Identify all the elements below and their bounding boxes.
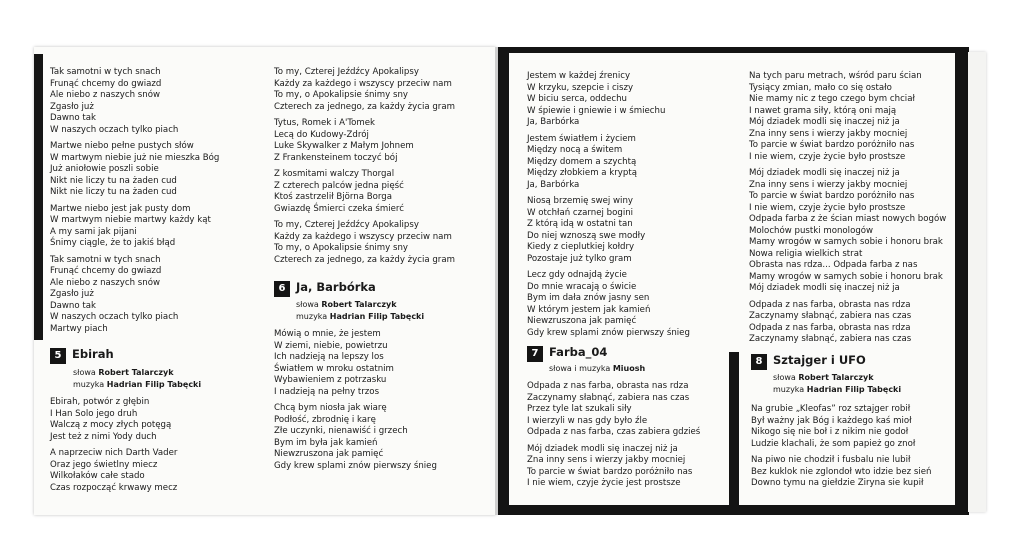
lyric-line: Mój dziadek modli się inaczej niż ja — [749, 168, 900, 178]
song6-lyrics — [274, 329, 437, 477]
lyric-line: To my, Czterej Jeźdźcy Apokalipsy — [274, 220, 419, 230]
lyric-line: Zna inny sens i wierzy jakby mocniej — [749, 179, 908, 190]
lyric-line: Frunąć chcemy do gwiazd — [50, 266, 162, 276]
song-title: Farba_04 — [549, 345, 608, 359]
lyric-line: Zna inny sens i wierzy jakby mocniej — [749, 128, 908, 139]
stanza — [274, 169, 455, 215]
song-credit-lyrics — [296, 300, 397, 309]
lyric-line: Nikt nie liczy tu na żaden cud — [50, 187, 177, 197]
lyric-line: Ebirah, potwór z głębin — [50, 397, 150, 407]
right-col2-lyrics — [749, 71, 946, 351]
lyric-line: Czterech za jednego, za każdy życia gram — [274, 254, 455, 265]
credit-label: słowa — [773, 373, 796, 382]
lyric-line: I nie wiem, czyje życie było prostsze — [749, 202, 906, 213]
stanza — [751, 404, 931, 450]
credit-label: słowa — [73, 368, 96, 377]
lyric-line: Luke Skywalker z Małym Johnem — [274, 141, 414, 151]
lyric-line: Gwiazdę Śmierci czeka śmierć — [274, 203, 404, 214]
lyric-line: W śpiewie i gniewie i w śmiechu — [527, 105, 666, 116]
lyric-line: Martwy piach — [50, 323, 108, 334]
lyric-line: To my, o Apokalipsie śnimy sny — [274, 243, 408, 253]
song-credit-music — [773, 385, 901, 394]
stanza — [751, 455, 931, 490]
lyric-line: Zaczynamy słabnąć, zabiera nas czas — [749, 311, 912, 321]
lyric-line: Na grubie „Kleofas” roz sztajger robił — [751, 404, 911, 414]
lyric-line: Zaczynamy słabnąć, zabiera nas czas — [527, 392, 690, 403]
lyric-line: I Han Solo jego druh — [50, 408, 138, 419]
lyric-line: Zgasło już — [50, 289, 94, 299]
stanza — [749, 168, 946, 295]
song8-lyrics — [751, 404, 931, 495]
lyric-line: Między złobkiem a kryptą — [527, 168, 637, 178]
right-black-divider — [729, 352, 739, 512]
right-col1-lyrics — [527, 71, 690, 344]
lyric-line: Lecz gdy odnajdą życie — [527, 270, 627, 280]
stanza — [274, 220, 455, 266]
lyric-line: Oraz jego świetlny miecz — [50, 459, 158, 470]
lyric-line: Mówią o mnie, że jestem — [274, 329, 381, 339]
stanza — [50, 255, 219, 336]
lyric-line: Światłem w mroku ostatnim — [274, 363, 394, 374]
lyric-line: Lecą do Kudowy-Zdrój — [274, 129, 369, 140]
lyric-line: Nowa religia wielkich strat — [749, 248, 863, 259]
lyric-line: Odpada z nas farba, obrasta nas rdza — [749, 322, 911, 333]
lyric-line: W którym jestem jak kamień — [527, 304, 651, 315]
song-credit-music — [73, 380, 201, 389]
stanza — [527, 381, 700, 439]
lyric-line: Wilkołaków całe stado — [50, 471, 145, 481]
lyric-line: I wierzyli w nas gdy było źle — [527, 415, 648, 426]
stanza — [50, 67, 219, 136]
song-title: Sztajger i UFO — [773, 353, 866, 367]
lyric-line: Zna inny sens i wierzy jakby mocniej — [527, 455, 686, 465]
lyric-line: Jestem światłem i życiem — [527, 133, 636, 144]
left-col1-lyrics — [50, 67, 219, 340]
lyric-line: I nadzieją na pełny trzos — [274, 386, 380, 397]
lyric-line: Kiedy z cieplutkiej kołdry — [527, 242, 635, 252]
track-number-badge: 5 — [50, 348, 66, 364]
lyric-line: I nawet grama siły, którą oni mają — [749, 105, 897, 116]
stanza — [749, 300, 946, 346]
left-black-bar — [34, 54, 43, 340]
stanza — [274, 118, 455, 164]
lyric-line: Odpada farba z że ścian miast nowych bogów — [749, 214, 947, 224]
track-number-badge: 8 — [751, 354, 767, 370]
song-title: Ja, Barbórka — [296, 280, 376, 294]
lyric-line: Do mnie wracają o świcie — [527, 281, 637, 292]
lyric-line: Niewzruszona jak pamięć — [527, 316, 637, 326]
credit-name: Robert Talarczyk — [321, 300, 397, 309]
credit-label: słowa — [296, 300, 319, 309]
credit-name: Robert Talarczyk — [798, 373, 874, 382]
lyric-line: Tytus, Romek i A'Tomek — [274, 118, 376, 128]
lyric-line: Walczą z mocy złych potęgą — [50, 420, 172, 430]
lyric-line: Nie mamy nic z tego czego bym chciał — [749, 94, 915, 104]
credit-name: Hadrian Filip Tabęcki — [806, 385, 902, 394]
lyric-line: I nie wiem, czyje życie było prostsze — [749, 151, 906, 162]
lyric-line: Zgasło już — [50, 101, 94, 112]
lyric-line: W krzyku, szepcie i ciszy — [527, 82, 634, 93]
song-credit-music — [296, 312, 424, 321]
song-credit-lyrics — [73, 368, 174, 377]
stanza — [274, 329, 437, 398]
credit-label: muzyka — [296, 312, 328, 321]
lyric-line: Ja, Barbórka — [527, 179, 580, 190]
lyric-line: W martwym niebie martwy każdy kąt — [50, 215, 211, 225]
lyric-line: Niewzruszona jak pamięć — [274, 449, 384, 459]
lyric-line: Śnimy ciągle, że to jakiś błąd — [50, 238, 176, 248]
lyric-line: Odpada z nas farba, czas zabiera gdzieś — [527, 427, 701, 437]
lyric-line: Bez kuklok nie zglondoł wto idzie bez sień — [751, 466, 932, 477]
lyric-line: To parcie w świat bardzo poróżniło nas — [749, 191, 915, 201]
lyric-line: A naprzeciw nich Darth Vader — [50, 448, 178, 458]
lyric-line: Obrasta nas rdza... Odpada farba z nas — [749, 260, 918, 270]
credit-label: muzyka — [773, 385, 805, 394]
lyric-line: Tak samotni w tych snach — [50, 254, 161, 265]
lyric-line: Mój dziadek modli się inaczej niż ja — [527, 443, 678, 454]
lyric-line: Bym im dała znów jasny sen — [527, 293, 650, 303]
lyric-line: Wybawieniem z potrzasku — [274, 375, 387, 385]
lyric-line: Nikt nie liczy tu na żaden cud — [50, 175, 177, 186]
lyric-line: W otchłań czarnej bogini — [527, 207, 634, 218]
lyric-line: Ich nadzieją na lepszy los — [274, 352, 384, 362]
lyric-line: Odpada z nas farba, obrasta nas rdza — [749, 299, 911, 310]
lyric-line: Mój dziadek modli się inaczej niż ja — [749, 117, 900, 127]
lyric-line: Downo tymu na giełdzie Ziryna sie kupił — [751, 478, 924, 488]
lyric-line: To my, Czterej Jeźdźcy Apokalipsy — [274, 67, 419, 77]
lyric-line: Nikogo się nie boł i z nikim nie godoł — [751, 427, 909, 437]
stanza — [50, 204, 219, 250]
lyric-line: Każdy za każdego i wszyscy przeciw nam — [274, 231, 452, 242]
lyric-line: Bym im była jak kamień — [274, 437, 378, 448]
lyric-line: Ale niebo z naszych snów — [50, 90, 160, 100]
credit-name: Miuosh — [612, 364, 646, 373]
stanza — [527, 270, 690, 339]
credit-name: Hadrian Filip Tabęcki — [329, 312, 425, 321]
track-number-badge: 6 — [274, 281, 290, 297]
lyric-line: Ktoś zastrzelił Björna Borga — [274, 192, 393, 202]
lyric-line: To parcie w świat bardzo poróżniło nas — [527, 466, 693, 477]
lyric-line: W naszych oczach tylko piach — [50, 124, 179, 135]
lyric-line: Gdy krew splami znów pierwszy śnieg — [527, 327, 690, 338]
lyric-line: Ale niebo z naszych snów — [50, 277, 160, 288]
lyric-line: I nie wiem, czyje życie jest prostsze — [527, 478, 681, 488]
lyric-line: W martwym niebie już nie mieszka Bóg — [50, 152, 220, 163]
lyric-line: Ja, Barbórka — [527, 117, 580, 127]
lyric-line: Już aniołowie poszli sobie — [50, 164, 159, 174]
lyric-line: Z czterech palców jedna pięść — [274, 180, 404, 191]
lyric-line: Jestem w każdej źrenicy — [527, 71, 631, 81]
lyric-line: Dawno tak — [50, 113, 96, 123]
song5-lyrics — [50, 397, 177, 499]
lyric-line: Chcą bym niosła jak wiarę — [274, 403, 387, 413]
stanza — [527, 134, 690, 192]
lyric-line: Martwe niebo jest jak pusty dom — [50, 203, 191, 214]
lyric-line: Frunąć chcemy do gwiazd — [50, 78, 162, 89]
lyric-line: Dawno tak — [50, 300, 96, 311]
song7-lyrics — [527, 381, 700, 495]
booklet-edge — [968, 52, 986, 512]
lyric-line: Złe uczynki, nienawiść i grzech — [274, 426, 408, 436]
stanza — [274, 67, 455, 113]
credit-label: słowa i muzyka — [549, 364, 611, 373]
lyric-line: Pozostaje już tylko gram — [527, 253, 632, 264]
lyric-line: Tak samotni w tych snach — [50, 67, 161, 77]
lyric-line: Martwe niebo pełne pustych słów — [50, 141, 194, 151]
track-number-badge: 7 — [527, 346, 543, 362]
lyric-line: Między nocą a świtem — [527, 145, 623, 155]
credit-label: muzyka — [73, 380, 105, 389]
lyric-line: Każdy za każdego i wszyscy przeciw nam — [274, 78, 452, 89]
lyric-line: Jest też z nimi Yody duch — [50, 431, 157, 442]
stanza — [527, 71, 690, 129]
lyric-line: Tysiący zmian, mało co się ostało — [749, 82, 892, 93]
lyric-line: Z Frankensteinem toczyć bój — [274, 152, 398, 163]
left-col2-lyrics — [274, 67, 455, 271]
stanza — [749, 71, 946, 163]
lyric-line: Na piwo nie chodził i fusbalu nie lubił — [751, 455, 911, 465]
stanza — [50, 141, 219, 199]
lyric-line: Zaczynamy słabnąć, zabiera nas czas — [749, 334, 912, 344]
song-credit-lyrics — [773, 373, 874, 382]
lyric-line: Ludzie klachali, że som papież go znoł — [751, 438, 916, 449]
stanza — [527, 444, 700, 490]
stanza — [50, 448, 177, 494]
lyric-line: To my, o Apokalipsie śnimy sny — [274, 90, 408, 100]
lyric-line: Mamy wrogów w samych sobie i honoru brak — [749, 271, 943, 282]
lyric-line: Między domem a szychtą — [527, 156, 637, 167]
lyric-line: Molochów pustki monologów — [749, 225, 874, 236]
lyric-line: Mamy wrogów w samych sobie i honoru brak — [749, 237, 943, 247]
credit-name: Robert Talarczyk — [98, 368, 174, 377]
stanza — [527, 196, 690, 265]
stanza — [50, 397, 177, 443]
stanza — [274, 403, 437, 472]
lyric-line: Mój dziadek modli się inaczej niż ja — [749, 283, 900, 293]
credit-name: Hadrian Filip Tabęcki — [106, 380, 202, 389]
song-credit — [549, 364, 645, 373]
lyric-line: Przez tyle lat szukali siły — [527, 404, 632, 414]
booklet-gutter — [495, 47, 498, 515]
lyric-line: Gdy krew splami znów pierwszy śnieg — [274, 460, 437, 471]
lyric-line: Do niej wznoszą swe modły — [527, 230, 646, 241]
song-title: Ebirah — [72, 347, 114, 361]
lyric-line: Na tych paru metrach, wśród paru ścian — [749, 71, 922, 81]
lyric-line: To parcie w świat bardzo poróżniło nas — [749, 140, 915, 150]
lyric-line: Niosą brzemię swej winy — [527, 196, 633, 206]
lyric-line: Czterech za jednego, za każdy życia gram — [274, 101, 455, 112]
lyric-line: Czas rozpocząć krwawy mecz — [50, 482, 178, 493]
lyric-line: Podłość, zbrodnię i karę — [274, 414, 376, 425]
lyric-line: A my sami jak pijani — [50, 226, 137, 237]
lyric-line: W ziemi, niebie, powietrzu — [274, 340, 388, 351]
lyric-line: W biciu serca, oddechu — [527, 94, 627, 104]
lyric-line: Odpada z nas farba, obrasta nas rdza — [527, 381, 689, 391]
lyric-line: W naszych oczach tylko piach — [50, 312, 179, 322]
lyric-line: Z kosmitami walczy Thorgal — [274, 169, 395, 179]
lyric-line: Z którą idą w ostatni tan — [527, 219, 633, 229]
lyric-line: Był ważny jak Bóg i każdego kaś mioł — [751, 415, 912, 426]
